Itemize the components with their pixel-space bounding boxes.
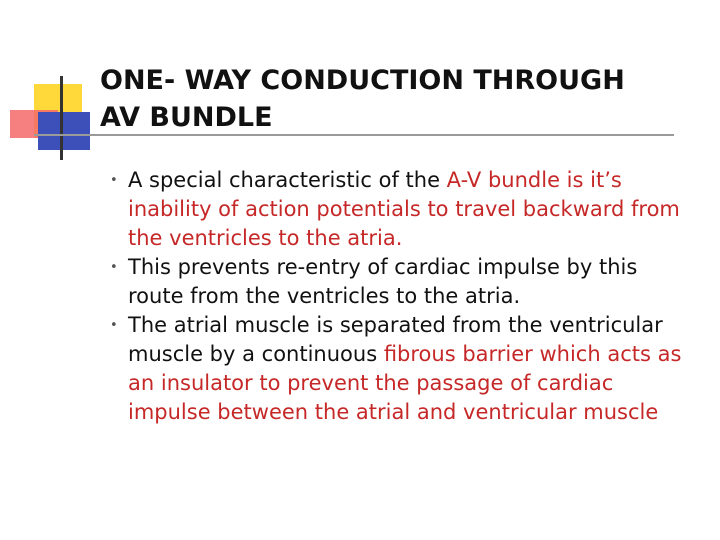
- bullet-3-segment-1: The atrial muscle is separated from the ventricular muscle by a continuous: [128, 313, 663, 366]
- bullet-item-1: [0, 166, 688, 253]
- bullet-item-2: [0, 253, 688, 311]
- bullet-3-text: [128, 313, 681, 424]
- bullet-marker: •: [110, 260, 118, 275]
- decorative-vertical-line: [60, 76, 63, 160]
- bullet-marker: •: [110, 318, 118, 333]
- decorative-blue-square: [38, 112, 90, 150]
- slide-title: [100, 62, 700, 136]
- bullet-2-segment-1: This prevents re-entry of cardiac impulse by this route from the ventricles to the atria.: [128, 255, 638, 308]
- slide-title-line-1: ONE- WAY CONDUCTION THROUGH: [100, 65, 625, 96]
- bullet-1-segment-1: A special characteristic of the: [128, 168, 447, 192]
- bullet-1-text: [128, 168, 680, 250]
- bullet-marker: •: [110, 173, 118, 188]
- bullet-item-3: [0, 311, 688, 427]
- bullet-list: [0, 166, 720, 427]
- bullet-1-segment-2: A-V bundle is it’s inability of action potentials to travel backward from the ventricles to the atria.: [128, 168, 680, 250]
- slide-title-line-2: AV BUNDLE: [100, 102, 273, 133]
- bullet-2-text: [128, 255, 637, 308]
- bullet-3-segment-2: fibrous barrier which acts as an insulator to prevent the passage of cardiac impulse between the atrial and ventricular muscle: [128, 342, 682, 424]
